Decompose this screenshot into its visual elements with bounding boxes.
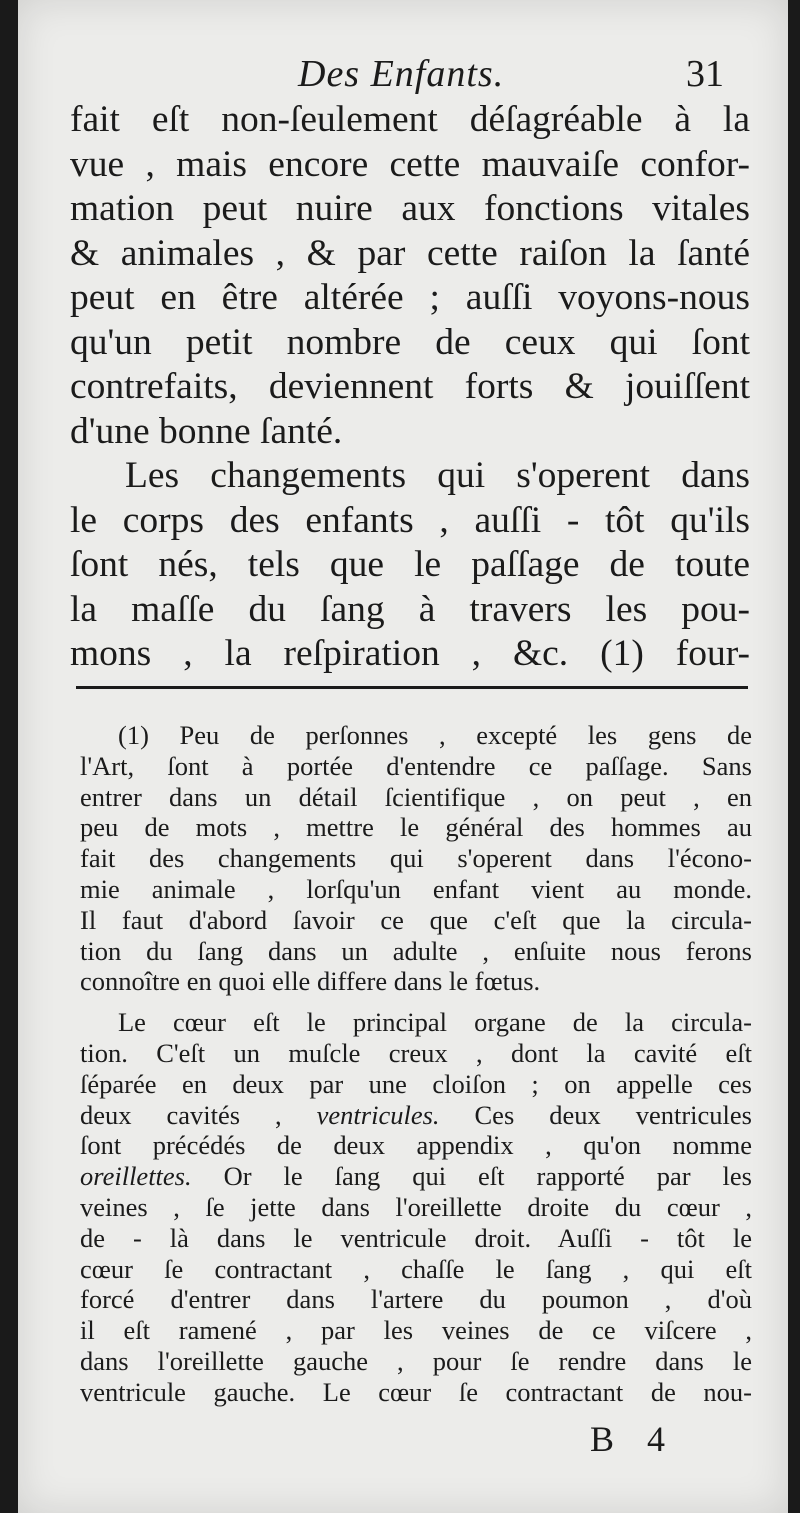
footnote-line: l'Art, ſont à portée d'entendre ce paſſage. Sans	[80, 750, 752, 781]
text-line: mation peut nuire aux fonctions vitales	[70, 188, 750, 229]
main-text	[70, 98, 750, 677]
footnote-line: ſéparée en deux par une cloiſon ; on appelle ces	[80, 1068, 752, 1099]
footnote-line: entrer dans un détail ſcientifique , on peut , en	[80, 781, 752, 812]
text-line: ſont nés, tels que le paſſage de toute	[70, 544, 750, 585]
text-line: contrefaits, deviennent forts & jouiſſent	[70, 366, 750, 407]
footnote-line	[80, 1161, 752, 1192]
footnote-line: veines , ſe jette dans l'oreillette droite du cœur ,	[80, 1191, 752, 1222]
footnote-line: (1) Peu de perſonnes , excepté les gens de	[118, 720, 752, 750]
text-line: peut en être altérée ; auſſi voyons-nous	[70, 277, 750, 318]
text-line: fait eſt non-ſeulement déſagréable à la	[70, 99, 750, 140]
footnote-line: fait des changements qui s'operent dans l'écono-	[80, 843, 752, 874]
term-oreillettes: oreillettes.	[80, 1161, 192, 1192]
footnote-text: Ces deux ventricules	[439, 1099, 752, 1130]
footnote-line: peu de mots , mettre le général des hommes au	[80, 812, 752, 843]
footnote-text: deux cavités ,	[80, 1099, 317, 1130]
footnote-line	[80, 1100, 752, 1131]
text-line: qu'un petit nombre de ceux qui ſont	[70, 321, 750, 363]
footnote	[80, 720, 752, 1408]
text-line: le corps des enfants , auſſi - tôt qu'ils	[70, 499, 750, 541]
signature-mark: B 4	[590, 1419, 678, 1459]
footnote-line: tion. C'eſt un muſcle creux , dont la cavité eſt	[80, 1037, 752, 1068]
book-page	[18, 0, 788, 1513]
page-number: 31	[686, 53, 724, 95]
footnote-line: cœur ſe contractant , chaſſe le ſang , qui eſt	[80, 1253, 752, 1284]
text-line: la maſſe du ſang à travers les pou-	[70, 588, 750, 630]
text-line: vue , mais encore cette mauvaiſe confor-	[70, 143, 750, 185]
footnote-line: mie animale , lorſqu'un enfant vient au monde.	[80, 873, 752, 904]
text-line: & animales , & par cette raiſon la ſanté	[70, 232, 750, 274]
footnote-line: ventricule gauche. Le cœur ſe contractant de nou-	[80, 1376, 752, 1407]
footnote-line: il eſt ramené , par les veines de ce viſcere ,	[80, 1315, 752, 1346]
text-line: Les changements qui s'operent dans	[125, 455, 750, 496]
running-title: Des Enfants.	[298, 53, 505, 95]
footnote-line: de - là dans le ventricule droit. Auſſi - tôt le	[80, 1222, 752, 1253]
footnote-text: Or le ſang qui eſt rapporté par les	[191, 1161, 752, 1192]
footnote-line: Le cœur eſt le principal organe de la circula-	[118, 1007, 752, 1038]
term-ventricules: ventricules.	[316, 1099, 440, 1130]
footnote-line: Il faut d'abord ſavoir ce que c'eſt que la circula-	[80, 904, 752, 935]
footnote-line: forcé d'entrer dans l'artere du poumon , d'où	[80, 1284, 752, 1315]
footnote-line: dans l'oreillette gauche , pour ſe rendre dans le	[80, 1345, 752, 1376]
text-line: d'une bonne ſanté.	[70, 410, 343, 452]
text-line: mons , la reſpiration , &c. (1) four-	[70, 633, 750, 674]
footnote-line: tion du ſang dans un adulte , enſuite nous ferons	[80, 935, 752, 966]
page-header	[18, 52, 788, 102]
footnote-line: ſont précédés de deux appendix , qu'on nomme	[80, 1130, 752, 1161]
footnote-line: connoître en quoi elle differe dans le fœtus.	[80, 966, 541, 997]
footnote-rule	[76, 686, 748, 689]
